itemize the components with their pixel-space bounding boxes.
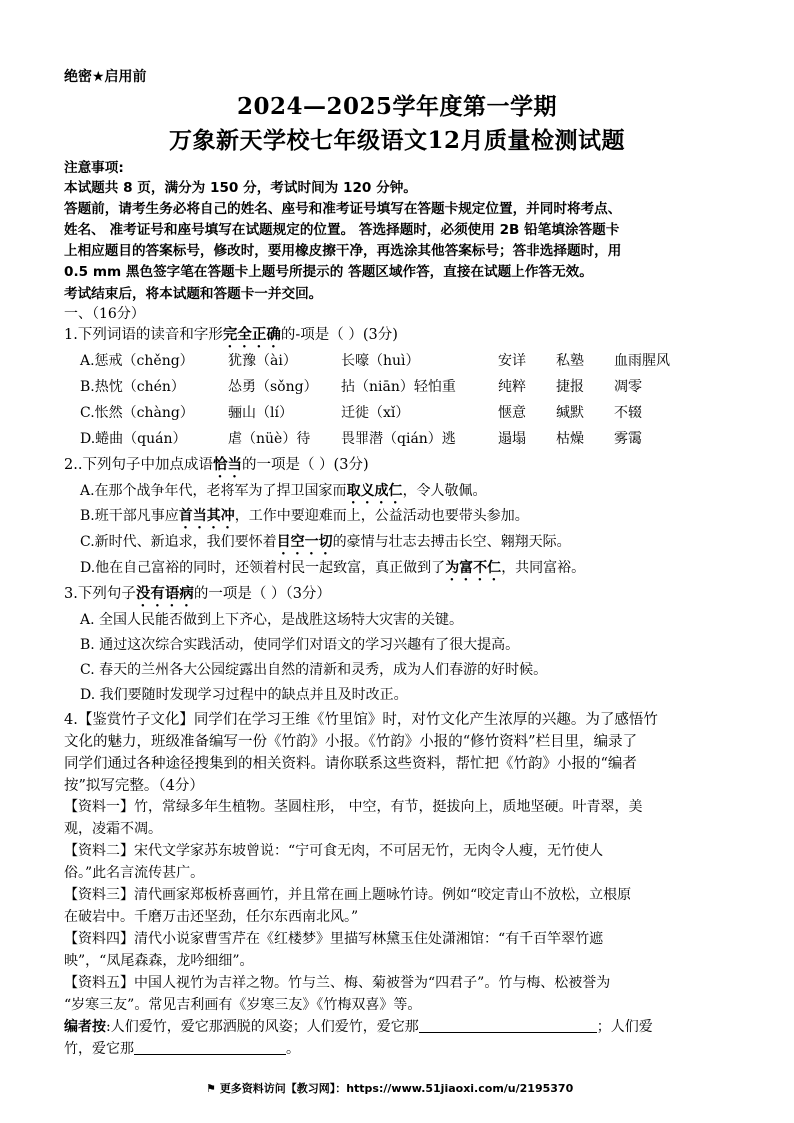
notice-line: 0.5 mm 黑色签字笔在答题卡上题号所提示的 答题区域作答，直接在试题上作答无效。 <box>64 264 593 280</box>
answer-blank-1[interactable] <box>419 1018 597 1033</box>
notice-line: 上相应题目的答案标号，修改时，要用橡皮擦干净，再选涂其他答案标号；答非选择题时，用 <box>64 243 622 259</box>
option-word: 怂勇（sǒng） <box>228 379 318 395</box>
question-4-intro-line: 同学们通过各种途径搜集到的相关资料。请你联系这些资料，帮忙把《竹韵》小报的“编者 <box>64 756 637 772</box>
secret-label: 绝密★启用前 <box>64 69 147 85</box>
option-word: 枯燥 <box>556 431 584 447</box>
notice-line: 答题前，请考生务必将自己的姓名、座号和准考证号填写在答题卡规定位置，并同时将考点、 <box>64 201 622 217</box>
material-line: 【资料一】竹，常绿多年生植物。茎圆柱形， 中空，有节，挺拔向上，质地坚硬。叶青翠，美 <box>64 799 643 815</box>
option-word: 私塾 <box>556 353 584 369</box>
material-line: 【资料五】中国人视竹为吉祥之物。竹与兰、梅、菊被誉为“四君子”。竹与梅、松被誉为 <box>64 975 611 991</box>
question-2-stem: 2..下列句子中加点成语恰当的一项是（ ）(3分) <box>64 457 369 473</box>
question-4-intro-line: 按”拟写完整。（4分） <box>64 778 204 794</box>
option-word: 血雨腥风 <box>614 353 670 369</box>
question-1-stem: 1.下列词语的读音和字形完全正确的-项是（ ）(3分) <box>64 327 398 343</box>
footer-link[interactable]: ⚑ 更多资料访问【教习网】：https://www.51jiaoxi.com/u/2195370 <box>206 1082 574 1095</box>
question-2-option-d: D.他在自己富裕的同时，还领着村民一起致富，真正做到了为富不仁，共同富裕。 <box>80 560 586 576</box>
editor-note-line-1: 编者按:人们爱竹，爱它那洒脱的风姿；人们爱竹，爱它那 ；人们爱 <box>64 1019 653 1035</box>
question-3-option-a: A. 全国人民能否做到上下齐心，是战胜这场特大灾害的关键。 <box>80 612 464 628</box>
material-line: “岁寒三友”。常见吉利画有《岁寒三友》《竹梅双喜》等。 <box>64 997 422 1013</box>
option-word: 纯粹 <box>498 379 526 395</box>
option-word: 骊山（lí） <box>228 405 293 421</box>
option-word: D.蜷曲（quán） <box>80 431 187 447</box>
title-line-2: 万象新天学校七年级语文12月质量检测试题 <box>168 127 625 154</box>
notice-heading: 注意事项: <box>64 160 124 176</box>
material-line: 【资料三】清代画家郑板桥喜画竹，并且常在画上题咏竹诗。例如“咬定青山不放松，立根原 <box>64 887 632 903</box>
option-word: 缄默 <box>556 405 584 421</box>
option-word: 虐（nüè）待 <box>228 431 311 447</box>
option-word: B.热忱（chén） <box>80 379 185 395</box>
notice-line: 考试结束后，将本试题和答题卡一并交回。 <box>64 286 323 302</box>
notice-line: 本试题共 8 页，满分为 150 分，考试时间为 120 分钟。 <box>64 180 417 196</box>
option-word: 凋零 <box>614 379 642 395</box>
material-line: 在破岩中。千磨万击还坚劲，任尔东西南北风。” <box>64 909 359 925</box>
question-4-intro-line: 4.【鉴赏竹子文化】同学们在学习王维《竹里馆》时，对竹文化产生浓厚的兴趣。为了感悟竹 <box>64 712 658 728</box>
editor-note-line-2: 竹，爱它那 。 <box>64 1041 300 1057</box>
material-line: 观，凌霜不凋。 <box>64 821 162 837</box>
option-word: C.怅然（chàng） <box>80 405 194 421</box>
option-word: A.惩戒（chěng） <box>80 353 194 369</box>
question-2-option-c: C.新时代、新追求，我们要怀着目空一切的豪情与壮志去搏击长空、翱翔天际。 <box>80 534 571 550</box>
material-line: 【资料四】清代小说家曹雪芹在《红楼梦》里描写林黛玉住处潇湘馆：“有千百竿翠竹遮 <box>64 931 604 947</box>
option-word: 迁徙（xǐ） <box>341 405 410 421</box>
option-word: 长嚎（huì） <box>341 353 420 369</box>
question-3-option-d: D. 我们要随时发现学习过程中的缺点并且及时改正。 <box>80 687 408 703</box>
answer-blank-2[interactable] <box>134 1040 286 1055</box>
material-line: 映”，“凤尾森森，龙吟细细”。 <box>64 953 254 969</box>
question-2-option-a: A.在那个战争年代，老将军为了捍卫国家而取义成仁，令人敬佩。 <box>80 483 487 499</box>
option-word: 遢塌 <box>498 431 526 447</box>
option-word: 不辍 <box>614 405 642 421</box>
option-word: 惬意 <box>498 405 526 421</box>
question-2-option-b: B.班干部凡事应首当其冲，工作中要迎难而上，公益活动也要带头参加。 <box>80 508 529 524</box>
question-3-option-c: C. 春天的兰州各大公园绽露出自然的清新和灵秀，成为人们春游的好时候。 <box>80 662 548 678</box>
material-line: 【资料二】宋代文学家苏东坡曾说：“宁可食无肉，不可居无竹，无肉令人瘦，无竹使人 <box>64 843 604 859</box>
question-4-intro-line: 文化的魅力，班级准备编写一份《竹韵》小报。《竹韵》小报的“修竹资料”栏目里，编录了 <box>64 734 638 750</box>
option-word: 畏罪潜（qián）逃 <box>341 431 456 447</box>
option-word: 犹豫（ài） <box>228 353 297 369</box>
question-3-stem: 3.下列句子没有语病的一项是（ ）（3分） <box>64 586 331 602</box>
section-heading: 一、（16分） <box>64 306 145 322</box>
material-line: 俗。”此名言流传甚广。 <box>64 865 205 881</box>
option-word: 捷报 <box>556 379 584 395</box>
option-word: 雾霭 <box>614 431 642 447</box>
question-3-option-b: B. 通过这次综合实践活动，使同学们对语文的学习兴趣有了很大提高。 <box>80 637 520 653</box>
option-word: 安详 <box>498 353 526 369</box>
title-line-1: 2024—2025学年度第一学期 <box>236 93 558 120</box>
option-word: 拈（niān）轻怕重 <box>341 379 456 395</box>
flag-icon: ⚑ <box>206 1082 220 1095</box>
notice-line: 姓名、 准考证号和座号填写在试题规定的位置。 答选择题时，必须使用 2B 铅笔填涂答题卡 <box>64 222 620 238</box>
